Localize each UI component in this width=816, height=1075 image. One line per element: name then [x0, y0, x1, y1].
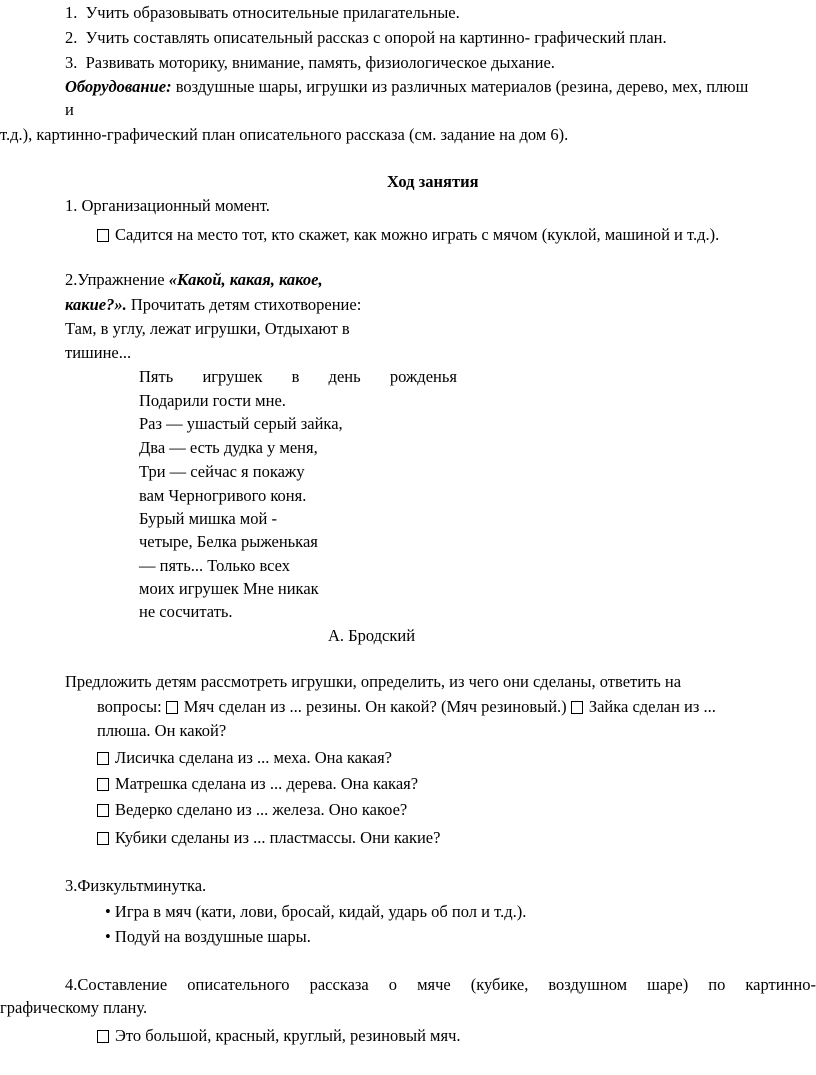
objective-number: 1. — [65, 3, 78, 22]
question-item — [97, 800, 407, 820]
step4-word: мяче — [417, 975, 451, 994]
equipment-line — [65, 77, 748, 97]
step3-title: 3.Физкультминутка. — [65, 876, 207, 895]
step4-word: о — [388, 975, 398, 994]
poem-intro-line: тишине... — [65, 343, 132, 362]
step4-word: воздушном — [548, 975, 628, 994]
bullet-icon — [166, 701, 178, 714]
objective-number: 2. — [65, 28, 78, 47]
objective-1 — [65, 3, 460, 23]
question-item-text: Лисичка сделана из ... меха. Она какая? — [115, 748, 392, 767]
bullet-icon — [97, 832, 109, 845]
objective-3 — [65, 53, 555, 73]
question-text: Зайка сделан из ... — [588, 697, 716, 716]
poem-intro-line: Там, в углу, лежат игрушки, Отдыхают в — [65, 319, 350, 338]
step4-word: описательного — [187, 975, 290, 994]
step3-item: • Игра в мяч (кати, лови, бросай, кидай, ударь об пол и т.д.). — [105, 902, 527, 921]
questions-label: вопросы: — [97, 697, 166, 716]
poem-word: игрушек — [202, 367, 263, 386]
poem-line: Раз — ушастый серый зайка, — [139, 414, 343, 433]
question-item — [97, 774, 418, 794]
poem-line: Бурый мишка мой - — [139, 509, 277, 528]
step2-exercise-name: «Какой, какая, какое, — [168, 270, 323, 289]
step4-item — [97, 1026, 461, 1046]
questions-intro: Предложить детям рассмотреть игрушки, определить, из чего они сделаны, ответить на — [65, 672, 682, 691]
question-item-text: Матрешка сделана из ... дерева. Она какая? — [115, 774, 419, 793]
poem-line: вам Черногривого коня. — [139, 486, 307, 505]
poem-line: — пять... Только всех — [139, 556, 291, 575]
step2-instruction: Прочитать детям стихотворение: — [126, 295, 362, 314]
step4-line2: графическому плану. — [0, 998, 148, 1017]
question-item-text: Кубики сделаны из ... пластмассы. Они какие? — [115, 828, 441, 847]
step2-title — [65, 270, 323, 290]
equipment-label: Оборудование: — [65, 77, 172, 96]
step2-instruction-line — [65, 295, 361, 315]
poem-line: четыре, Белка рыженькая — [139, 532, 318, 551]
poem-line: не сосчитать. — [139, 602, 233, 621]
poem-line: моих игрушек Мне никак — [139, 579, 319, 598]
question-item — [97, 748, 392, 768]
poem-word: Пять — [139, 367, 174, 386]
step4-word: шаре) — [647, 975, 689, 994]
step4-word: по — [708, 975, 726, 994]
objective-text: Учить составлять описательный рассказ с опорой на картинно- графический план. — [85, 28, 667, 47]
bullet-icon — [571, 701, 583, 714]
bullet-icon — [97, 778, 109, 791]
poem-author: А. Бродский — [328, 626, 416, 645]
step4-item-text: Это большой, красный, круглый, резиновый мяч. — [115, 1026, 461, 1045]
poem-line: Подарили гости мне. — [139, 391, 286, 410]
bullet-icon — [97, 1030, 109, 1043]
step1-item-text: Садится на место тот, кто скажет, как можно играть с мячом (куклой, машиной и т.д.). — [115, 225, 720, 244]
poem-word: рожденья — [389, 367, 457, 386]
bullet-icon — [97, 752, 109, 765]
poem-line: Три — сейчас я покажу — [139, 462, 305, 481]
poem-line: Два — есть дудка у меня, — [139, 438, 318, 457]
poem-word: день — [328, 367, 361, 386]
lesson-heading: Ход занятия — [387, 172, 479, 191]
step4-word: рассказа — [309, 975, 369, 994]
bullet-icon — [97, 229, 109, 242]
objective-text: Учить образовывать относительные прилагательные. — [85, 3, 460, 22]
step1-title: 1. Организационный момент. — [65, 196, 270, 215]
question-text: плюша. Он какой? — [97, 721, 227, 740]
step4-word: (кубике, — [470, 975, 529, 994]
question-text: Мяч сделан из ... резины. Он какой? (Мяч резиновый.) — [183, 697, 571, 716]
step4-line1 — [65, 975, 816, 995]
objective-number: 3. — [65, 53, 78, 72]
objective-2 — [65, 28, 667, 48]
step4-word: 4.Составление — [65, 975, 168, 994]
questions-line — [97, 697, 716, 717]
objective-text: Развивать моторику, внимание, память, физиологическое дыхание. — [85, 53, 555, 72]
step3-item: • Подуй на воздушные шары. — [105, 927, 311, 946]
question-item-text: Ведерко сделано из ... железа. Оно какое? — [115, 800, 408, 819]
step4-word: картинно- — [745, 975, 816, 994]
equipment-text-cont: и — [65, 100, 74, 119]
equipment-text: воздушные шары, игрушки из различных материалов (резина, дерево, мех, плюш — [171, 77, 749, 96]
step2-prefix: 2.Упражнение — [65, 270, 169, 289]
step2-exercise-name-end: какие?». — [65, 295, 127, 314]
equipment-text-end: т.д.), картинно-графический план описательного рассказа (см. задание на дом 6). — [0, 125, 569, 144]
poem-line-first — [139, 367, 457, 387]
bullet-icon — [97, 804, 109, 817]
step1-item — [97, 225, 719, 245]
poem-word: в — [291, 367, 300, 386]
question-item — [97, 828, 440, 848]
